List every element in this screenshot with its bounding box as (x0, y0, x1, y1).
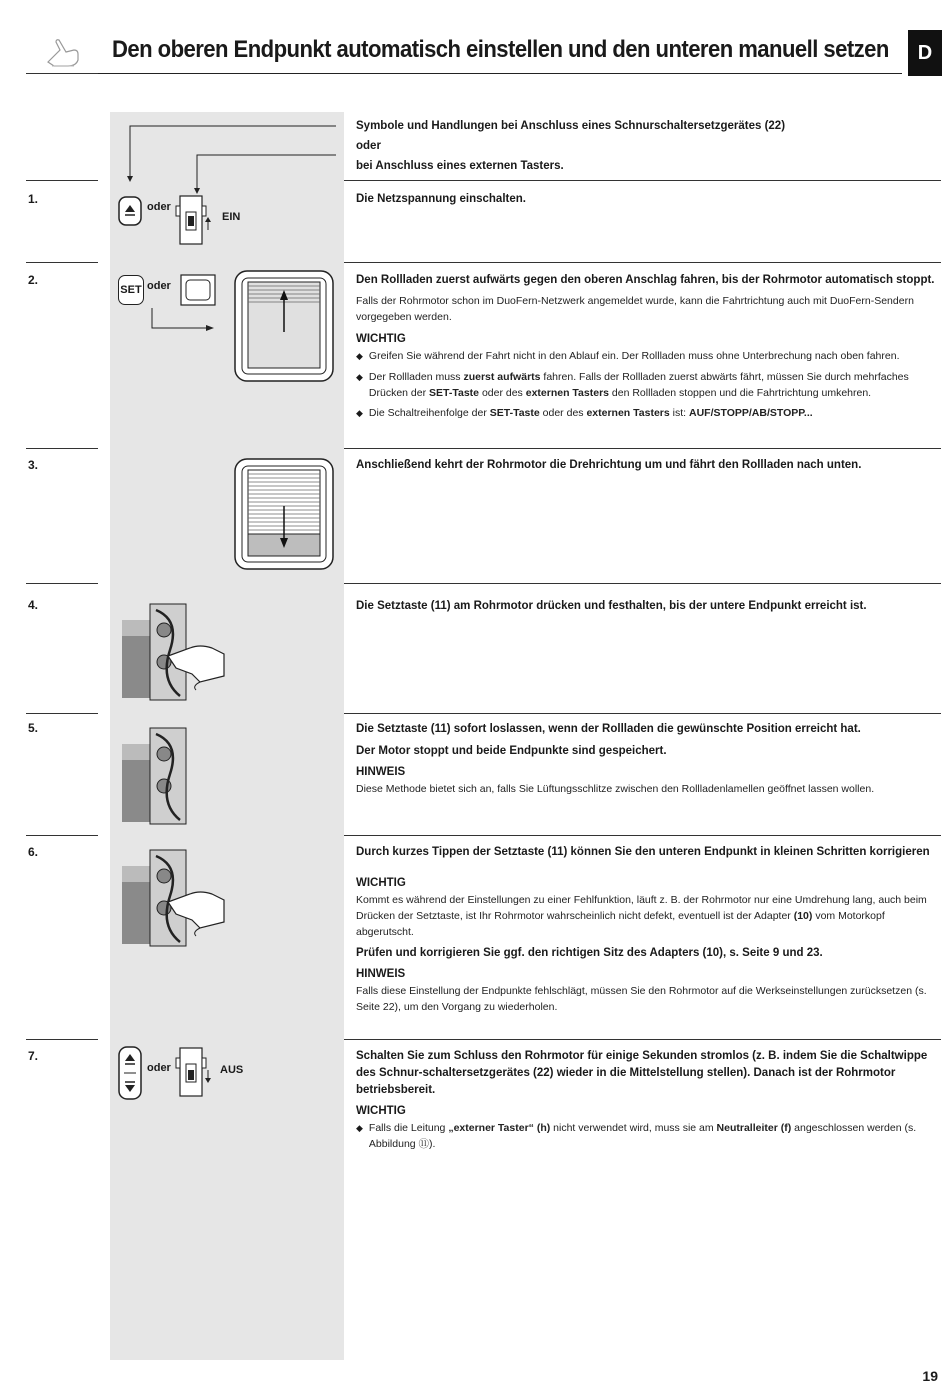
shutter-closing-icon (234, 458, 334, 575)
left-rule (26, 448, 98, 449)
step-5-heading: HINWEIS (356, 766, 406, 778)
motor-press-button-image (120, 600, 230, 705)
step-6-text (356, 844, 942, 1015)
step-6-heading-2: HINWEIS (356, 968, 406, 980)
step-4-text: Die Setztaste (11) am Rohrmotor drücken und festhalten, bis der untere Endpunkt erreicht ist. (356, 600, 867, 612)
bullet-item (356, 405, 942, 422)
bullet-item (356, 1120, 942, 1152)
row-rule (344, 583, 941, 584)
step-6-check: Prüfen und korrigieren Sie ggf. den richtigen Sitz des Adapters (10), s. Seite 9 und 23. (356, 947, 823, 959)
step-6-heading-1: WICHTIG (356, 877, 406, 889)
intro-line-3: bei Anschluss eines externen Tasters. (356, 160, 564, 172)
row-rule (344, 713, 941, 714)
left-rule (26, 1039, 98, 1040)
row-rule (344, 1039, 941, 1040)
switch-label-ein: EIN (222, 211, 241, 223)
intro-text (356, 118, 942, 175)
step-2-heading: WICHTIG (356, 333, 406, 345)
step-3-text: Anschließend kehrt der Rohrmotor die Drehrichtung um und fährt den Rollladen nach unten. (356, 459, 862, 471)
step-2-note: Falls der Rohrmotor schon im DuoFern-Netzwerk angemeldet wurde, kann die Fahrtrichtung auch mit DuoFern-Sendern vorgegeben werden. (356, 295, 914, 323)
up-down-button-icon (118, 1046, 142, 1105)
left-rule (26, 262, 98, 263)
shutter-open-icon (234, 270, 334, 387)
circuit-breaker-icon (176, 1044, 212, 1105)
row-rule (344, 262, 941, 263)
step-number: 6. (28, 845, 39, 859)
step-5-main: Die Setztaste (11) sofort loslassen, wenn der Rollladen die gewünschte Position erreicht hat. (356, 723, 861, 735)
title-rule (26, 73, 902, 74)
pointing-hand-icon (44, 36, 84, 73)
step-number: 7. (28, 1049, 39, 1063)
step-6-main: Durch kurzes Tippen der Setztaste (11) können Sie den unteren Endpunkt in kleinen Schritten korrigieren (356, 846, 930, 858)
diamond-bullet-icon: ◆ (356, 1123, 363, 1133)
motor-tap-button-image (120, 846, 230, 951)
page-title: Den oberen Endpunkt automatisch einstellen und den unteren manuell setzen (112, 36, 889, 63)
row-rule (344, 835, 941, 836)
step-7-text (356, 1048, 942, 1152)
step-5-text (356, 721, 942, 797)
row-rule (344, 448, 941, 449)
bullet-text: Der Rollladen muss zuerst aufwärts fahren. Falls der Rollladen zuerst abwärts fährt, müssen Sie durch mehrfaches Drücken der SET-Taste oder des externen Tasters den Rollladen stoppen und die Fahrtrichtung umkehren. (368, 371, 909, 399)
switch-label-aus: AUS (220, 1064, 244, 1076)
bullet-item (356, 348, 942, 365)
set-button (118, 275, 144, 305)
left-rule (26, 73, 98, 74)
circuit-breaker-icon (176, 192, 212, 253)
up-button-icon (118, 196, 142, 231)
motor-release-image (120, 724, 200, 829)
page-number: 19 (922, 1368, 938, 1384)
step-number: 2. (28, 273, 39, 287)
oder-label: oder (147, 280, 171, 292)
step-number: 1. (28, 192, 39, 206)
step-5-note: Diese Methode bietet sich an, falls Sie Lüftungsschlitze zwischen den Rollladenlamellen geöffnet lassen wollen. (356, 783, 875, 795)
diamond-bullet-icon: ◆ (356, 372, 363, 382)
step-number: 3. (28, 458, 39, 472)
step-5-main-2: Der Motor stoppt und beide Endpunkte sind gespeichert. (356, 745, 667, 757)
section-badge: D (908, 30, 942, 76)
step-number: 4. (28, 598, 39, 612)
oder-label: oder (147, 201, 171, 213)
step-7-main: Schalten Sie zum Schluss den Rohrmotor für einige Sekunden stromlos (z. B. indem Sie die Schaltwippe des Schnur-schaltersetzgerätes (22) wieder in die Mittelstellung stellen). Danach ist der Rohrmotor betriebsbereit. (356, 1050, 928, 1096)
left-rule (26, 180, 98, 181)
step-1-text: Die Netzspannung einschalten. (356, 193, 526, 205)
step-6-note-2: Falls diese Einstellung der Endpunkte fehlschlägt, müssen Sie den Rohrmotor auf die Werkseinstellungen zurücksetzen (s. Seite 22), um den Vorgang zu wiederholen. (356, 985, 927, 1013)
step-2-text (356, 272, 942, 422)
bullet-item (356, 369, 942, 401)
connector-arrow-icon (150, 308, 220, 337)
set-button-label: SET (120, 284, 142, 296)
bullet-text: Greifen Sie während der Fahrt nicht in den Ablauf ein. Der Rollladen muss ohne Unterbrechung nach oben fahren. (368, 350, 900, 362)
intro-line-1: Symbole und Handlungen bei Anschluss eines Schnurschaltersetzgerätes (22) (356, 120, 786, 132)
intro-line-2: oder (356, 140, 381, 152)
step-2-main: Den Rollladen zuerst aufwärts gegen den oberen Anschlag fahren, bis der Rohrmotor automatisch stoppt. (356, 274, 935, 286)
bullet-text: Die Schaltreihenfolge der SET-Taste oder des externen Tasters ist: AUF/STOPP/AB/STOPP... (368, 407, 813, 419)
intro-connector-lines (110, 112, 344, 197)
diamond-bullet-icon: ◆ (356, 351, 363, 361)
step-number: 5. (28, 721, 39, 735)
step-6-note-1: Kommt es während der Einstellungen zu einer Fehlfunktion, läuft z. B. der Rohrmotor nur eine Umdrehung lang, auch beim Drücken der Setztaste, ist Ihr Rohrmotor wahrscheinlich nicht defekt, eventuell ist der Adapter (10) vom Motorkopf abgerutscht. (356, 894, 927, 938)
step-7-heading: WICHTIG (356, 1105, 406, 1117)
diamond-bullet-icon: ◆ (356, 408, 363, 418)
left-rule (26, 835, 98, 836)
bullet-text: Falls die Leitung „externer Taster“ (h) nicht verwendet wird, muss sie am Neutralleiter (f) angeschlossen werden (s. Abbildung ⑪). (368, 1122, 917, 1150)
external-button-icon (180, 274, 216, 311)
left-rule (26, 583, 98, 584)
oder-label: oder (147, 1062, 171, 1074)
left-rule (26, 713, 98, 714)
row-rule (344, 180, 941, 181)
